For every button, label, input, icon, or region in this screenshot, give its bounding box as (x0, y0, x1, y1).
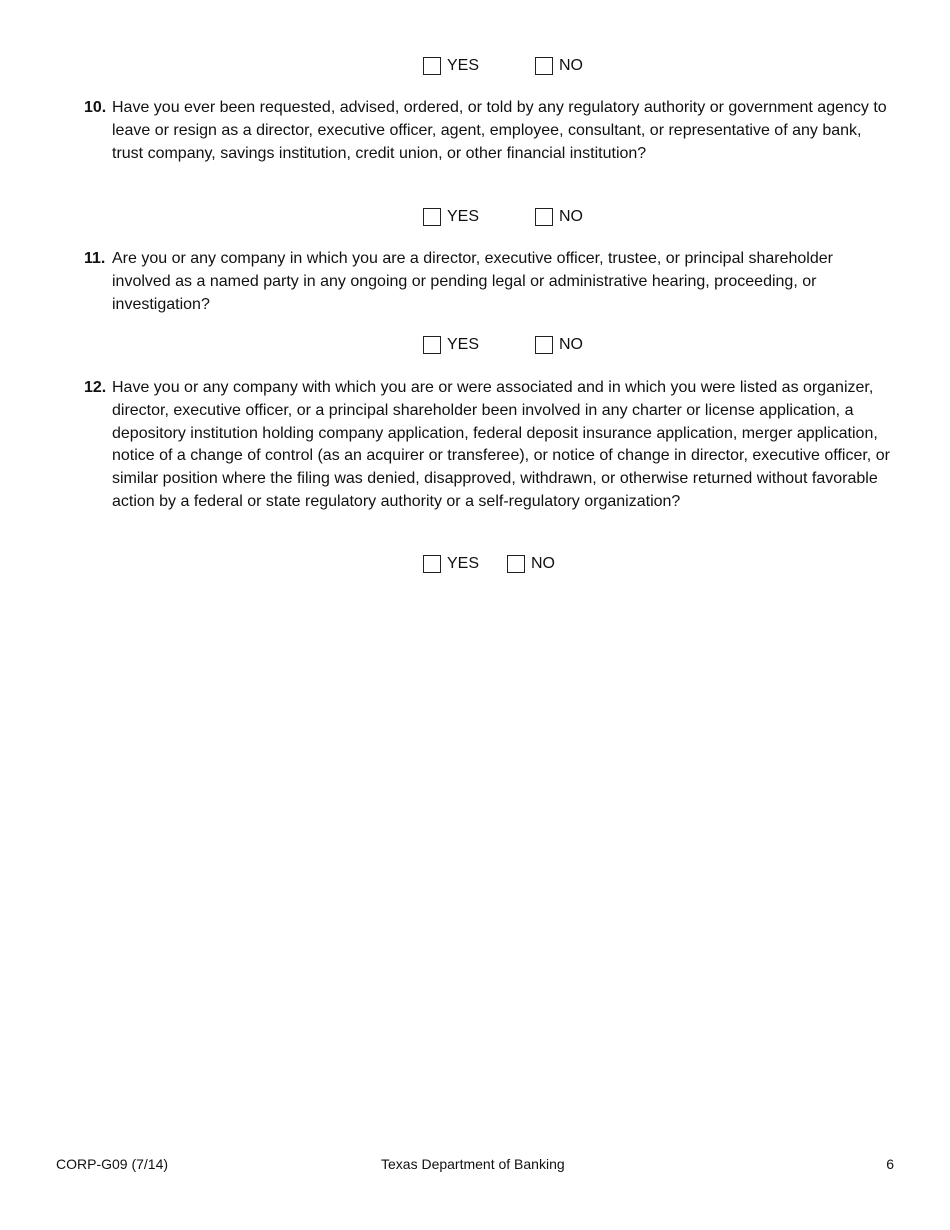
footer-page-number: 6 (886, 1156, 894, 1172)
no-label: NO (559, 57, 583, 74)
yes-label: YES (447, 57, 480, 74)
yes-option-q12[interactable] (423, 555, 479, 573)
question-text: Have you ever been requested, advised, ordered, or told by any regulatory authority or government agency to leave or resign as a director, executive officer, agent, employee, consultant, or representative of any bank, trust company, savings institution, credit union, or other financial institution? (112, 99, 887, 162)
no-label: NO (531, 555, 555, 572)
answer-row-q9 (0, 57, 950, 79)
yes-label: YES (447, 336, 480, 353)
footer-agency: Texas Department of Banking (381, 1156, 565, 1172)
question-text: Are you or any company in which you are a director, executive officer, trustee, or principal shareholder involved as a named party in any ongoing or pending legal or administrative hearing, proceeding, or investigation? (112, 250, 833, 313)
question-10 (84, 97, 896, 165)
answer-row-q10 (0, 208, 950, 230)
question-12 (84, 377, 896, 514)
answer-row-q12 (0, 555, 950, 577)
question-number: 12. (84, 379, 107, 396)
yes-checkbox-q12[interactable] (423, 555, 441, 573)
question-number: 10. (84, 99, 107, 116)
yes-label: YES (447, 555, 480, 572)
yes-label: YES (447, 208, 480, 225)
no-option-q9[interactable] (535, 57, 583, 75)
question-11 (84, 248, 896, 316)
answer-row-q11 (0, 336, 950, 358)
no-option-q11[interactable] (535, 336, 583, 354)
yes-option-q9[interactable] (423, 57, 479, 75)
no-label: NO (559, 208, 583, 225)
question-text: Have you or any company with which you are or were associated and in which you were listed as organizer, director, executive officer, or a principal shareholder been involved in any charter or license application, a depository institution holding company application, federal deposit insurance application, merger application, notice of a change of control (as an acquirer or transferee), or notice of change in director, executive officer, or similar position where the filing was denied, disapproved, withdrawn, or otherwise returned without favorable action by a federal or state regulatory authority or a self-regulatory organization? (112, 379, 890, 510)
no-checkbox-q11[interactable] (535, 336, 553, 354)
no-label: NO (559, 336, 583, 353)
yes-option-q11[interactable] (423, 336, 479, 354)
footer-form-id: CORP-G09 (7/14) (56, 1156, 169, 1172)
no-option-q10[interactable] (535, 208, 583, 226)
no-checkbox-q12[interactable] (507, 555, 525, 573)
no-checkbox-q9[interactable] (535, 57, 553, 75)
yes-checkbox-q9[interactable] (423, 57, 441, 75)
yes-checkbox-q10[interactable] (423, 208, 441, 226)
yes-checkbox-q11[interactable] (423, 336, 441, 354)
question-number: 11. (84, 250, 106, 267)
no-option-q12[interactable] (507, 555, 555, 573)
yes-option-q10[interactable] (423, 208, 479, 226)
no-checkbox-q10[interactable] (535, 208, 553, 226)
